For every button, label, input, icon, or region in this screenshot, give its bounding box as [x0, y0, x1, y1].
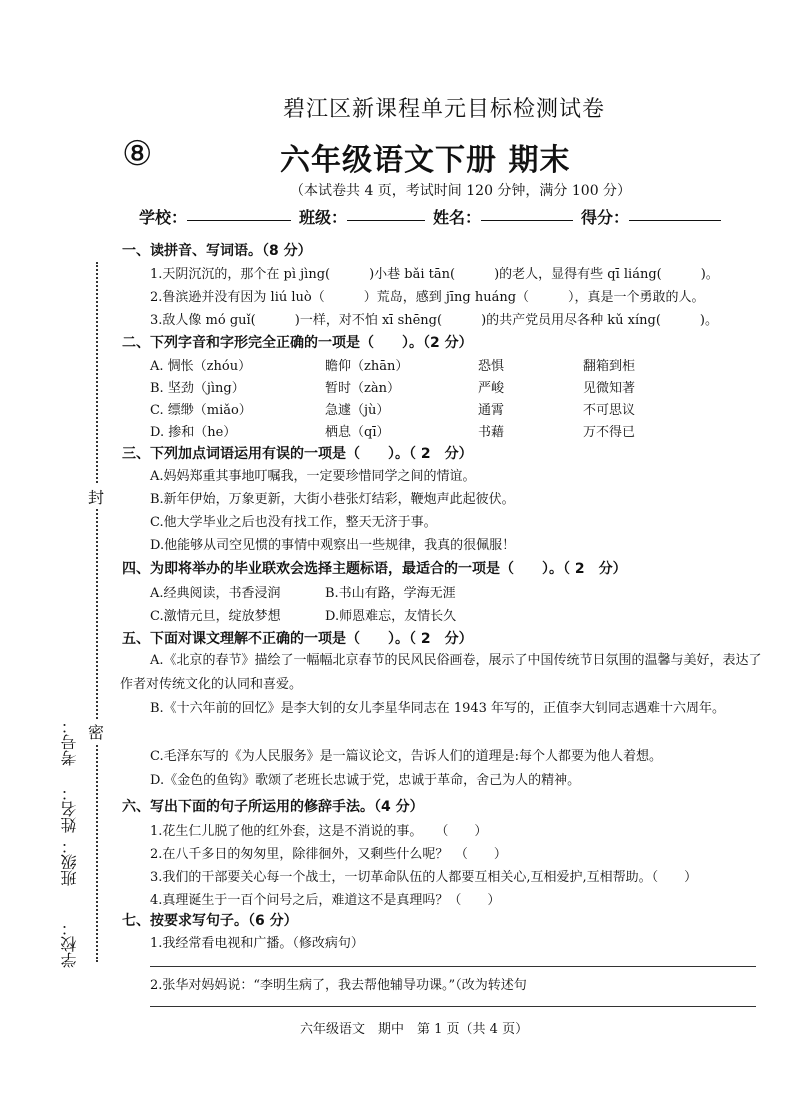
s3-option-d: D.他能够从司空见惯的事情中观察出一些规律，我真的很佩服！: [150, 538, 516, 553]
score-label: 得分：: [581, 208, 630, 227]
s6-question-4: 4.真理诞生于一百个问号之后，难道这不是真理吗？（ ）: [150, 893, 501, 908]
s4-option-d: D.师恩难忘，友情长久: [325, 609, 457, 624]
section-3-title: 三、下列加点词语运用有误的一项是（ ）。（ 2 分）: [122, 446, 473, 462]
s2-c-4: 不可思议: [583, 403, 636, 418]
student-info-row: [139, 205, 729, 228]
s2-d-1: D. 掺和（he）: [150, 425, 237, 440]
s2-b-3: 严峻: [478, 381, 505, 396]
section-1-title: 一、读拼音、写词语。（8 分）: [122, 243, 312, 259]
s7-answer-line-1[interactable]: [150, 966, 756, 967]
s6-question-2: 2.在八千多日的匆匆里，除徘徊外，又剩些什么呢？ （ ）: [150, 847, 507, 862]
s2-b-4: 见微知著: [583, 381, 636, 396]
section-5-title: 五、下面对课文理解不正确的一项是（ ）。（ 2 分）: [122, 631, 473, 647]
s2-c-2: 急遽（jù）: [325, 403, 390, 418]
margin-dotted-line: [96, 262, 98, 962]
s2-a-4: 翻箱到柜: [583, 359, 636, 374]
s3-option-b: B.新年伊始，万象更新，大街小巷张灯结彩，鞭炮声此起彼伏。: [150, 492, 515, 507]
page-footer: 六年级语文 期中 第 1 页（共 4 页）: [300, 1022, 529, 1037]
s2-d-2: 栖息（qī）: [325, 425, 390, 440]
s5-option-c: C.毛泽东写的《为人民服务》是一篇议论文，告诉人们的道理是:每个人都要为他人着想。: [150, 749, 662, 764]
exam-series-title: 碧江区新课程单元目标检测试卷: [283, 97, 606, 122]
s1-question-2: 2.鲁滨逊并没有因为 liú luò（ ）荒岛，感到 jīng huáng（ ），真是一个勇敢的人。: [150, 290, 705, 305]
score-field[interactable]: [629, 205, 721, 221]
s2-c-1: C. 缥缈（miǎo）: [150, 403, 252, 418]
s7-question-1: 1.我经常看电视和广播。（修改病句）: [150, 936, 364, 951]
section-2-title: 二、下列字音和字形完全正确的一项是（ ）。（2 分）: [122, 335, 473, 351]
page-title: 六年级语文下册 期末: [280, 143, 571, 178]
s3-option-c: C.他大学毕业之后也没有找工作，整天无济于事。: [150, 515, 437, 530]
section-7-title: 七、按要求写句子。（6 分）: [122, 913, 298, 929]
s7-answer-line-2[interactable]: [150, 1006, 756, 1007]
school-field[interactable]: [187, 205, 291, 221]
margin-class-label: 班级：: [60, 838, 79, 886]
s5-option-a: A.《北京的春节》描绘了一幅幅北京春节的民风民俗画卷，展示了中国传统节日氛围的温馨与美好，表达了作者对传统文化的认同和喜爱。: [120, 653, 762, 692]
name-label: 姓名：: [433, 208, 482, 227]
paper-number: ⑧: [122, 134, 153, 174]
school-label: 学校：: [139, 208, 188, 227]
s2-a-2: 瞻仰（zhān）: [325, 359, 409, 374]
section-4-title: 四、为即将举办的毕业联欢会选择主题标语，最适合的一项是（ ）。（ 2 分）: [122, 561, 627, 577]
section-6-title: 六、写出下面的句子所运用的修辞手法。（4 分）: [122, 799, 424, 815]
s6-question-1: 1.花生仁儿脱了他的红外套，这是不消说的事。 （ ）: [150, 824, 488, 839]
name-field[interactable]: [481, 205, 573, 221]
s1-question-1: 1.天阴沉沉的，那个在 pì jìng( )小巷 bǎi tān( )的老人，显得有些 qī liáng( )。: [150, 267, 719, 282]
s2-a-1: A. 惆怅（zhóu）: [150, 359, 252, 374]
s7-question-2: 2.张华对妈妈说：“李明生病了，我去帮他辅导功课。”（改为转述句: [150, 978, 527, 993]
s1-question-3: 3.敌人像 mó guǐ( )一样，对不怕 xī shēng( )的共产党员用尽各种 kǔ xíng( )。: [150, 313, 718, 328]
s5-option-b: B.《十六年前的回忆》是李大钊的女儿李星华同志在 1943 年写的，正值李大钊同志遇难十六周年。: [150, 701, 726, 716]
s4-option-b: B.书山有路，学海无涯: [325, 586, 456, 601]
s4-option-c: C.激情元旦，绽放梦想: [150, 609, 281, 624]
margin-exam-number-label: 考号：: [60, 718, 79, 766]
s2-b-1: B. 坚劲（jìng）: [150, 381, 245, 396]
s3-option-a: A.妈妈郑重其事地叮嘱我，一定要珍惜同学之间的情谊。: [150, 469, 476, 484]
s2-a-3: 恐惧: [478, 359, 505, 374]
class-field[interactable]: [347, 205, 425, 221]
s2-d-4: 万不得已: [583, 425, 636, 440]
margin-school-label: 学校：: [60, 920, 79, 968]
s2-c-3: 通霄: [478, 403, 505, 418]
class-label: 班级：: [299, 208, 348, 227]
s6-question-3: 3.我们的干部要关心每一个战士，一切革命队伍的人都要互相关心,互相爱护,互相帮助。（ ）: [150, 870, 698, 885]
exam-instructions: （本试卷共 4 页，考试时间 120 分钟，满分 100 分）: [290, 183, 632, 199]
seal-char-mi: 密: [88, 720, 104, 743]
s2-d-3: 书藉: [478, 425, 505, 440]
s4-option-a: A.经典阅读，书香浸润: [150, 586, 281, 601]
s5-option-d: D.《金色的鱼钩》歌颂了老班长忠诚于党，忠诚于革命，舍己为人的精神。: [150, 773, 581, 788]
seal-char-feng: 封: [88, 485, 104, 508]
margin-name-label: 姓名：: [60, 785, 79, 833]
s2-b-2: 暂时（zàn）: [325, 381, 400, 396]
